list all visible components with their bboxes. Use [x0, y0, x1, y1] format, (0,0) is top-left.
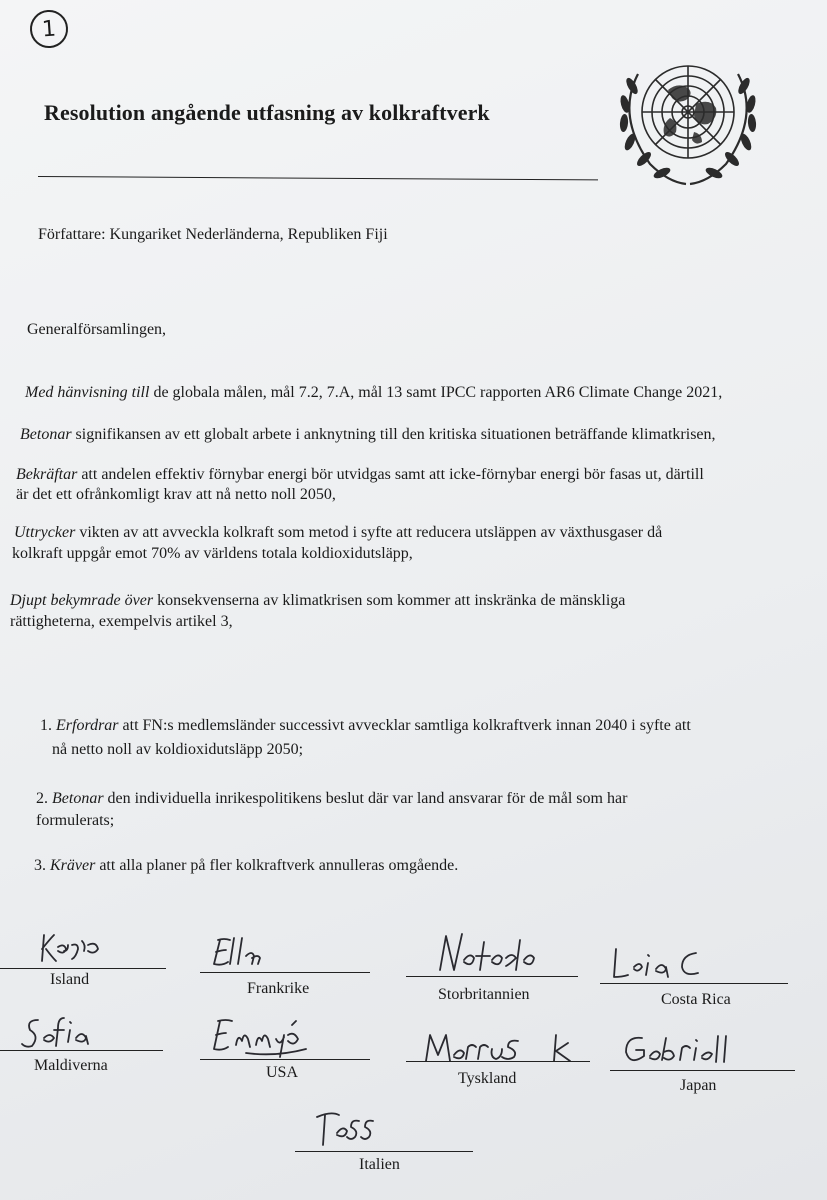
handwritten-signature [38, 927, 108, 967]
country-label: Island [50, 971, 90, 988]
operative-clause-1 [40, 717, 691, 735]
handwritten-signature [315, 1107, 385, 1151]
signature-line [295, 1151, 473, 1152]
un-emblem-icon [598, 46, 778, 192]
signature-japan [610, 1030, 800, 1102]
signature-maldiverna [0, 1012, 175, 1082]
clause-verb: Betonar [52, 790, 104, 807]
country-label: Maldiverna [34, 1057, 108, 1074]
signature-tyskland [406, 1025, 596, 1095]
preamble-clause-4 [14, 524, 662, 542]
clause-verb: Erfordrar [56, 717, 119, 734]
country-label: USA [266, 1064, 299, 1081]
clause-text: att FN:s medlemsländer successivt avvecklar samtliga kolkraftverk innan 2040 i syfte att [118, 717, 691, 734]
clause-text: vikten av att avveckla kolkraft som metod i syfte att reducera utsläppen av växthusgaser då [75, 524, 663, 541]
country-label: Tyskland [458, 1070, 517, 1087]
handwritten-signature [610, 945, 720, 981]
clause-verb: Djupt bekymrade över [10, 592, 154, 609]
title-underline [38, 176, 598, 180]
preamble-clause-5-cont: rättigheterna, exempelvis artikel 3, [10, 613, 233, 630]
country-label: Frankrike [247, 980, 310, 997]
preamble-clause-1 [25, 384, 722, 402]
preamble-clause-5 [10, 592, 625, 610]
operative-clause-1-cont: nå netto noll av koldioxidutsläpp 2050; [52, 741, 304, 758]
signature-line [600, 983, 788, 984]
clause-text: signifikansen av ett globalt arbete i anknytning till den kritiska situationen beträffande klimatkrisen, [71, 426, 716, 443]
preamble-clause-4-cont: kolkraft uppgår emot 70% av världens totala koldioxidutsläpp, [12, 545, 413, 562]
page-number: 1 [29, 9, 70, 50]
authors-line: Författare: Kungariket Nederländerna, Republiken Fiji [38, 226, 388, 243]
signature-line [0, 1050, 163, 1051]
clause-text: att alla planer på fler kolkraftverk annulleras omgående. [95, 857, 459, 874]
clause-verb: Betonar [20, 426, 72, 443]
signature-costa-rica [600, 945, 800, 1015]
clause-verb: Kräver [50, 857, 96, 874]
signature-storbritannien [406, 930, 586, 1005]
signature-line [406, 976, 578, 977]
handwritten-signature [20, 1012, 100, 1052]
signature-line [200, 1059, 370, 1060]
clause-verb: Bekräftar [16, 466, 78, 483]
clause-text: den individuella inrikespolitikens beslut där var land ansvarar för de mål som har [103, 790, 628, 807]
clause-number: 2. [36, 790, 48, 807]
clause-text: att andelen effektiv förnybar energi bör utvidgas samt att icke-förnybar energi bör fasas ut, därtill [77, 466, 704, 483]
handwritten-signature [206, 934, 276, 972]
operative-clause-2-cont: formulerats; [36, 812, 115, 829]
country-label: Storbritannien [438, 986, 530, 1003]
signature-frankrike [200, 930, 375, 1000]
signature-island [0, 925, 175, 995]
clause-number: 1. [40, 717, 52, 734]
signature-line [610, 1070, 795, 1071]
signature-italien [295, 1105, 485, 1180]
operative-clause-2 [36, 790, 627, 808]
handwritten-signature [432, 930, 552, 976]
handwritten-signature [420, 1029, 580, 1065]
country-label: Costa Rica [661, 991, 731, 1008]
preamble-clause-3 [16, 466, 704, 484]
clause-text: de globala målen, mål 7.2, 7.A, mål 13 samt IPCC rapporten AR6 Climate Change 2021, [149, 384, 723, 401]
signature-line [406, 1061, 590, 1062]
signature-line [0, 968, 166, 969]
preamble-clause-2 [20, 426, 716, 444]
country-label: Italien [359, 1156, 400, 1173]
handwritten-signature [206, 1015, 316, 1059]
resolution-title: Resolution angående utfasning av kolkraftverk [44, 100, 490, 125]
clause-text: konsekvenserna av klimatkrisen som kommer att inskränka de mänskliga [153, 592, 626, 609]
country-label: Japan [680, 1077, 717, 1094]
clause-number: 3. [34, 857, 46, 874]
clause-verb: Med hänvisning till [25, 384, 150, 401]
clause-verb: Uttrycker [14, 524, 76, 541]
addressee: Generalförsamlingen, [27, 321, 167, 338]
handwritten-signature [620, 1030, 750, 1070]
signature-usa [200, 1015, 375, 1087]
operative-clause-3 [34, 857, 458, 875]
preamble-clause-3-cont: är det ett ofrånkomligt krav att nå netto noll 2050, [16, 486, 336, 503]
signature-line [200, 972, 370, 973]
